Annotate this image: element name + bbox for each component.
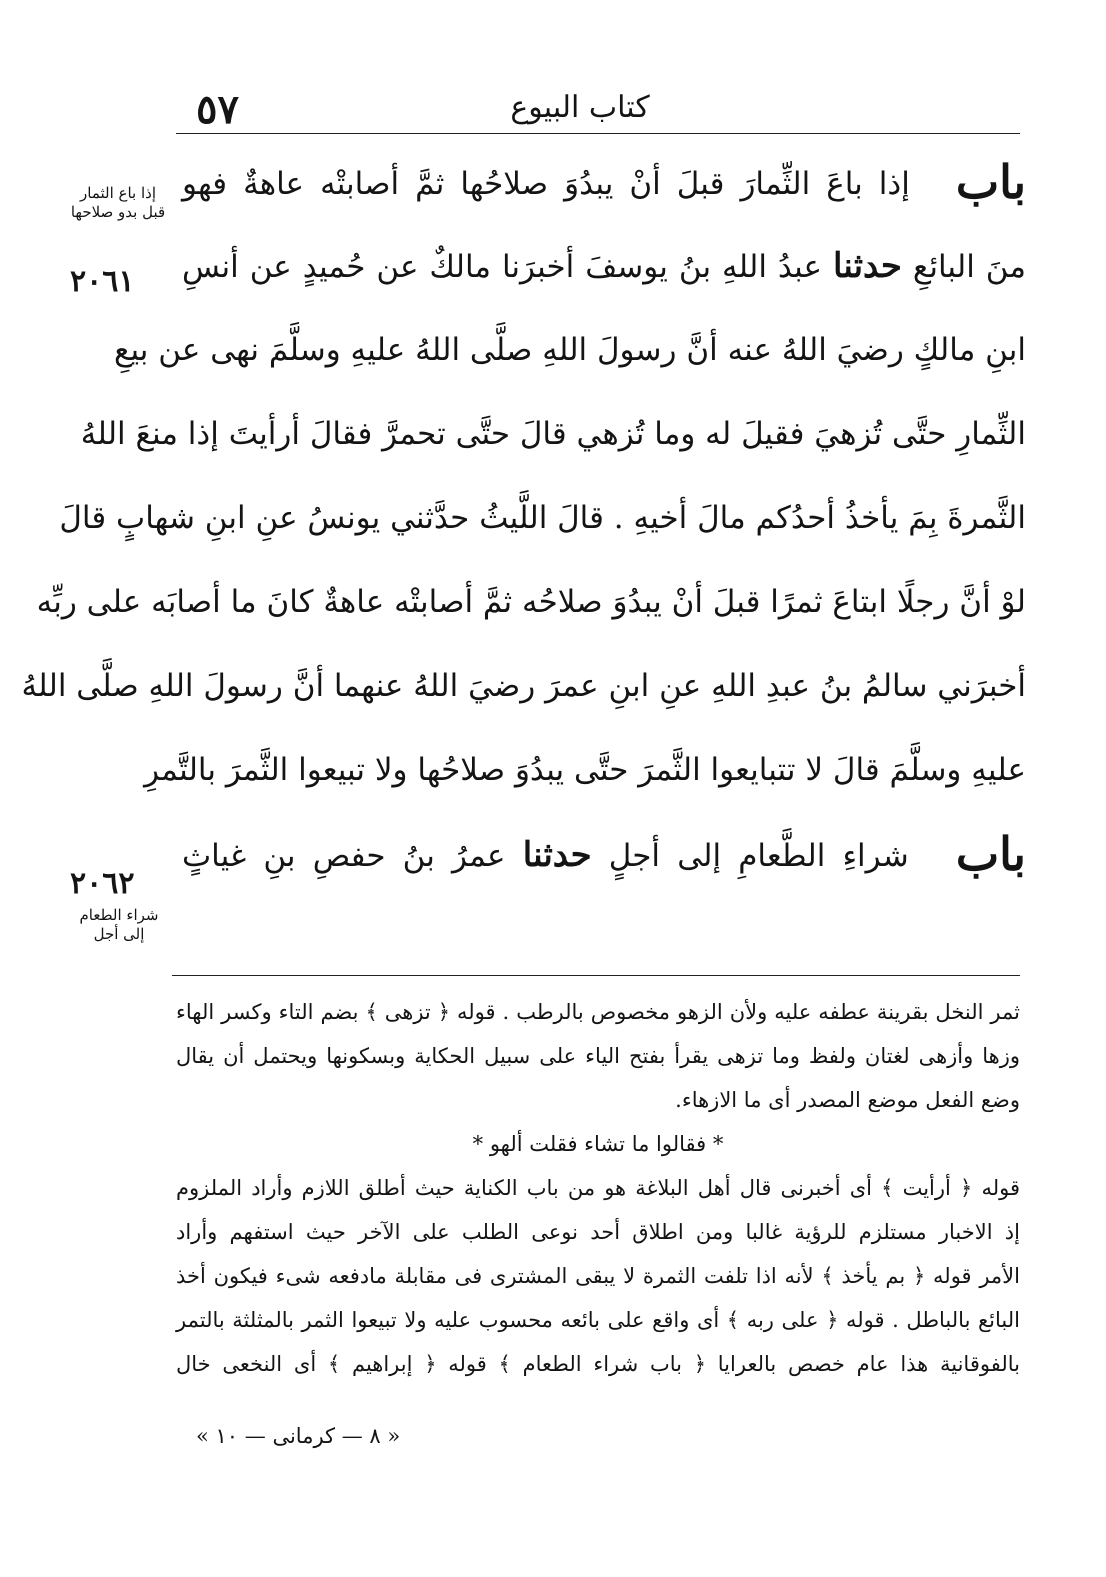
main-line — [182, 224, 1026, 308]
commentary-line: الأمر قوله ﴿ بم يأخذ ﴾ لأنه اذا تلفت الثمرة لا يبقى المشترى فى مقابلة مادفعه شىء فيكون أخذ — [176, 1264, 1020, 1288]
margin-note-line: إذا باع الثمار — [80, 184, 156, 202]
main-line — [36, 560, 1026, 644]
hadith-number-2061: ٢٠٦١ — [70, 264, 135, 299]
verse-quote: * فقالوا ما تشاء فقلت ألهو * — [472, 1132, 724, 1156]
main-line-text: عليهِ وسلَّمَ قالَ لا تتبايعوا الثَّمرَ حتَّى يبدُوَ صلاحُها ولا تبيعوا الثَّمرَ بالتَّمرِ — [144, 752, 1026, 788]
main-line-text: الثِّمارِ حتَّى تُزهيَ فقيلَ له وما تُزهي قالَ حتَّى تحمرَّ فقالَ أرأيتَ إذا منعَ اللهُ — [80, 416, 1026, 452]
main-line — [182, 140, 1026, 224]
margin-note-line: قبل بدو صلاحها — [70, 203, 166, 221]
margin-note-chapter-1 — [58, 184, 178, 222]
main-line — [144, 728, 1026, 812]
commentary-line: بالفوقانية هذا عام خصص بالعرايا ﴿ باب شراء الطعام ﴾ قوله ﴿ إبراهيم ﴾ أى النخعى خال — [176, 1352, 1020, 1376]
hadith-number-2062: ٢٠٦٢ — [70, 866, 135, 901]
chapter-heading-bab: باب — [955, 155, 1026, 209]
main-line-text: عبدُ اللهِ بنُ يوسفَ أخبرَنا مالكٌ عن حُميدٍ عن أنسِ — [182, 249, 823, 285]
page-number: ٥٧ — [196, 86, 239, 133]
running-title: كتاب البيوع — [510, 90, 650, 125]
main-line-text: عمرُ بنُ حفصِ بنِ غياثٍ — [182, 838, 506, 874]
main-line-text: لوْ أنَّ رجلًا ابتاعَ ثمرًا قبلَ أنْ يبدُوَ صلاحُه ثمَّ أصابتْه عاهةٌ كانَ ما أصابَه على ربِّه — [36, 584, 1026, 620]
margin-note-line: إلى أجل — [93, 925, 145, 943]
printer-signature: « ٨ — كرمانى — ١٠ » — [196, 1424, 401, 1448]
main-line-text: أخبرَني سالمُ بنُ عبدِ اللهِ عنِ ابنِ عمرَ رضيَ اللهُ عنهما أنَّ رسولَ اللهِ صلَّى اللهُ — [21, 668, 1026, 704]
commentary-line: إذ الاخبار مستلزم للرؤية غالبا ومن اطلاق أحد نوعى الطلب على الآخر حيث استفهم وأراد — [176, 1220, 1020, 1244]
main-line — [182, 812, 1026, 896]
main-line — [80, 392, 1026, 476]
main-line — [113, 308, 1026, 392]
margin-note-chapter-2 — [64, 906, 174, 944]
main-line — [21, 644, 1026, 728]
main-line-text: إذا باعَ الثِّمارَ قبلَ أنْ يبدُوَ صلاحُها ثمَّ أصابتْه عاهةٌ فهو — [182, 166, 910, 202]
margin-note-line: شراء الطعام — [79, 906, 159, 924]
footnote-rule — [172, 975, 1020, 976]
haddathana-marker: حدثنا — [522, 835, 592, 875]
commentary-line: البائع بالباطل . قوله ﴿ على ربه ﴾ أى واقع على بائعه محسوب عليه ولا تبيعوا الثمر بالمثلثة بالتمر — [176, 1308, 1020, 1332]
commentary-line: وضع الفعل موضع المصدر أى ما الازهاء. — [675, 1088, 1020, 1112]
main-line — [59, 476, 1026, 560]
main-line-text: الثَّمرةَ بِمَ يأخذُ أحدُكم مالَ أخيهِ . قالَ اللَّيثُ حدَّثني يونسُ عنِ ابنِ شهابٍ قالَ — [59, 500, 1026, 536]
commentary — [176, 990, 1020, 1386]
main-line-text: ابنِ مالكٍ رضيَ اللهُ عنه أنَّ رسولَ اللهِ صلَّى اللهُ عليهِ وسلَّمَ نهى عن بيعِ — [113, 332, 1026, 368]
commentary-line: ثمر النخل بقرينة عطفه عليه ولأن الزهو مخصوص بالرطب . قوله ﴿ تزهى ﴾ بضم التاء وكسر الهاء — [176, 1000, 1020, 1024]
chapter-heading-bab: باب — [955, 827, 1026, 881]
haddathana-marker: حدثنا — [832, 246, 902, 286]
commentary-line: وزها وأزهى لغتان ولفظ وما تزهى يقرأ بفتح الياء على سبيل الحكاية وبسكونها ويحتمل أن يقال — [176, 1044, 1020, 1068]
header-rule — [176, 133, 1020, 134]
main-line-text: شراءِ الطَّعامِ إلى أجلٍ — [608, 838, 909, 874]
commentary-line: قوله ﴿ أرأيت ﴾ أى أخبرنى قال أهل البلاغة هو من باب الكناية حيث أطلق اللازم وأراد الملزوم — [176, 1176, 1020, 1200]
main-line-text: منَ البائعِ — [912, 249, 1026, 285]
